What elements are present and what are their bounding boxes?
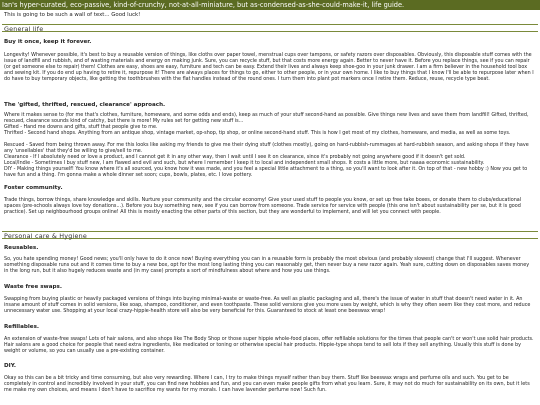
diy-line: DIY - Making things yourself! You know where it's all sourced, you know how it was made, and you feel a special little attachment to a thing, so you'll want to look after it. On top of that - new hobby :) Now you get to have fun and a thing. I'm gonna make a whole dinner set soon; cups, bowls, plates, etc. I love pottery. [4, 166, 528, 179]
clearance-line: Clearance - If I absolutely need or love a product, and I cannot get it in any other way, then I wait until I see it on clearance, since it's probably not going anywhere good if it doesn't get sold. [4, 154, 466, 160]
reusables-paragraph: So, you hate spending money! Good news; you'll only have to do it once now! Buying everything you can in a reusable form is probably the most obvious (and probably slowest) change that I'll suggest. Whenever something disposable runs out and it comes time to buy a new box, opt for the most long lasting thing you can reasonably get, then never buy a new razor again. Yeah sure, cutting down on disposables saves money in the long run, but it also hugely reduces waste and (in my case) prompts a sort of mindfulness about where and how you use things. [4, 256, 530, 275]
foster-community-paragraph: Trade things, borrow things, share knowledge and skills. Nurture your community and the circular economy! Give your used stuff to people you know, or set up free take boxes, or donate them to clubs/educational spaces (pre-schools always love toy donations...). Before you buy something new, see if you can borrow from someone. Trade service for service with people (this one isn't about sustainability per se, but it is good practice). Set up neighbourhood groups online! All this is mostly enacting the other parts of this section, but they are wonderful to implement, and will let you connect with people. [4, 197, 522, 216]
gifted-paragraph: Where it makes sense to (for me that's clothes, furniture, homeware, and some odds and ends), keep as much of your stuff second-hand as possible. Give things new lives and save them from landfill! Gifted, thrifted, rescued, clearance sounds kind of catchy, but there is more! My rules set for getting new stuff is... [4, 112, 529, 125]
buy-once-paragraph: Longevity! Whenever possible, it's best to buy a reusable version of things, like cloths over paper towel, menstrual cups over tampons, or safety razors over disposables. Obviously, this disposable stuff comes with the issue of landfill and rubbish, and of wasting materials and energy on making junk. Sure, you can recycle stuff, but that costs more energy again. Better to never have it. Before you replace things, see if you can repair (or get someone else to repair) them! Clothes are easy, shoes are easy, furniture and tech can be easy. Extend their lives and always keep shoe-goo in your junk drawer. I am a firm believer in the household tool box and sewing kit. If you do end up having to retire it, repurpose it! There are always places for things to go, either to other people, or in your own home. I like to buy things that I know I'll be able to repurpose later when I do have to buy temporary objects, like getting the toothbrushes with the flat handles instead of the round ones. I turn them into plant pot markers once I retire them. Reduce, reuse, recycle type beat. [4, 52, 534, 83]
gifted-line: Gifted - Hand me downs and gifts, stuff that people give to me. [4, 124, 158, 130]
refillables-paragraph: An extension of waste-free swaps! Lots of hair salons, and also shops like The Body Shop or those super hippie whole-food places, offer refillable solutions for the times that people can't or won't use solid hair products. Hair salons are a good choice for people that need extra ingredients, like medicated or toning or otherwise special hair products. Hippie-type shops tend to sell lots if they sell anything. Usually this stuff is done by weight or volume, so you can usually use a pre-existing container. [4, 336, 534, 355]
intro-text: This is going to be such a wall of text... Good luck! [4, 12, 141, 18]
thrifted-line: Thrifted - Second hand shops. Anything from an antique shop, vintage market, op-shop, tip shop, or online second-hand stuff. This is how I get most of my clothes, homeware, and media, as well as some toys. [4, 130, 511, 136]
reusables-heading: Reusables. [4, 245, 39, 251]
diy-paragraph: Okay so this can be a bit tricky and time consuming, but also very rewarding. Where I can, I try to make things myself rather than buy them. Stuff like beeswax wraps and perfume oils and such. You get to be completely in control and incredibly involved in your stuff, you can find new hobbies and fun, and you can even make people gifts from what you learn. Sure, it may not do much for sustainability on its own, but it lets me make my own choices, and means I don't have to sacrifice my wants for my morals. I can have lavender perfume now! Such fun. [4, 375, 530, 394]
section-heading-personal-care: Personal care & Hygiene [2, 231, 538, 239]
waste-free-heading: Waste free swaps. [4, 284, 62, 290]
waste-free-paragraph: Swapping from buying plastic or heavily packaged versions of things into buying minimal-waste or waste-free. As well as plastic packaging and all, there's the issue of water in stuff that doesn't need water in it. An insane amount of stuff comes in solid versions, like soap, shampoo, conditioner, and even toothpaste. These solid versions give you more uses by weight, which is why they often seem like they cost more, and reduce unnecessary water use. Shopping at your local crazy-hippie-health store will also be very beneficial for this. Guaranteed to stock at least one beeswax wrap! [4, 296, 531, 315]
page-title: Ian's hyper-curated, eco-passive, kind-of-crunchy, not-at-all-miniature, but as-condensed-as-she-could-make-it, life guide. [2, 1, 405, 9]
buy-once-heading: Buy it once, keep it forever. [4, 39, 92, 45]
page-title-bar [0, 0, 540, 10]
rescued-line: Rescued - Saved from being thrown away. For me this looks like asking my friends to give me their dying stuff (clothes mostly), going on hard-rubbish-rummages at hard-rubbish season, and asking shops if they have any 'unsellables' that they'd be willing to give/sell to me. [4, 142, 529, 155]
gifted-heading: The 'gifted, thrifted, rescued, clearance' approach. [4, 102, 166, 108]
diy-heading: DIY. [4, 363, 16, 369]
refillables-heading: Refillables. [4, 324, 40, 330]
section-heading-general-life: General life [2, 24, 538, 32]
foster-community-heading: Foster community. [4, 185, 63, 191]
local-indie-line: Local/Indie - Sometimes I buy stuff new, I am flawed and evil and such, but where I remember I keep it to local and independent small shops. It costs a little more, but naaaa economic sustainability. [4, 160, 485, 166]
